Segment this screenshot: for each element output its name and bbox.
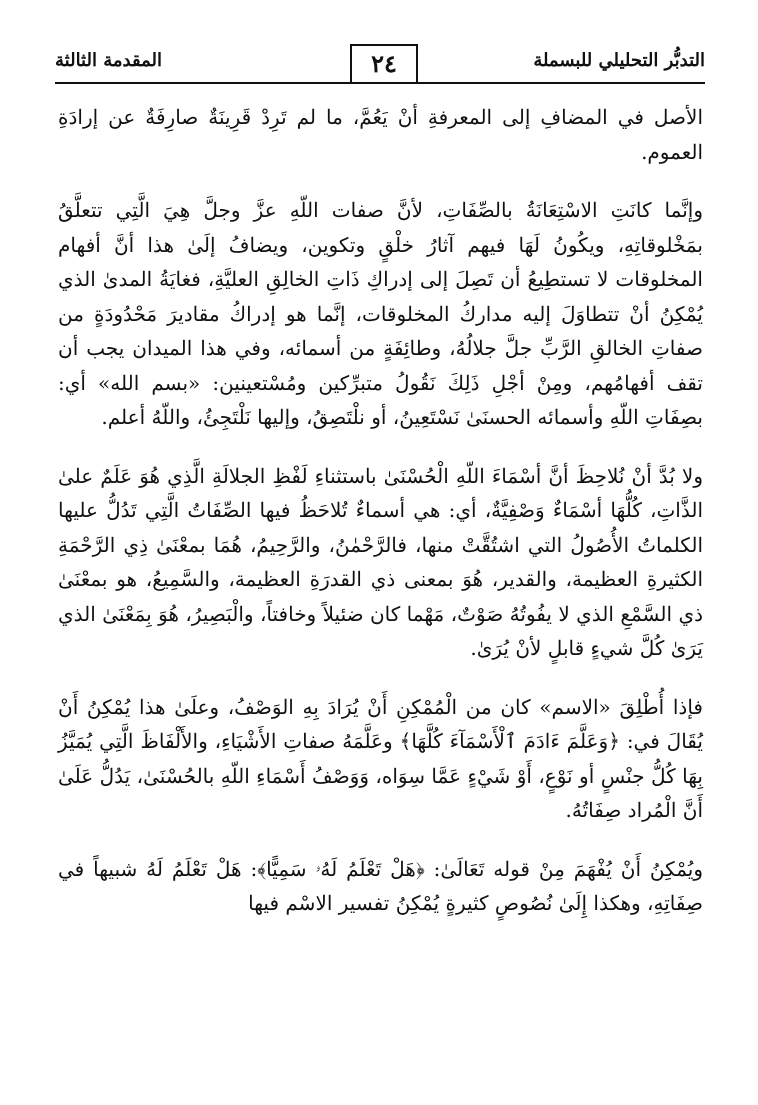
running-head-book-title: التدبُّر التحليلي للبسملة [533, 50, 705, 71]
page-header [55, 44, 705, 84]
paragraph-3: ولا بُدَّ أنْ نُلاحِظَ أنَّ أسْمَاءَ اللّهِ الْحُسْنَىٰ باستثناءِ لَفْظِ الجلالَةِ الَّذِي هُوَ عَلَمٌ علىٰ الذَّاتِ، كُلُّهَا أسْمَاءٌ وَصْفِيَّةٌ، أي: هي أسماءٌ تُلاحَظُ فيها الصِّفَاتُ الَّتِي تَدُلُّ عليها الكلماتُ الأُصُولُ التي اشتُقَّتْ منها، فالرَّحْمٰنُ، والرَّحِيمُ، هُمَا بمعْنَىٰ ذِي الرَّحْمَةِ الكثيرةِ العظيمة، والقدير، هُوَ بمعنى ذي القدرَةِ العظيمة، والسَّمِيعُ، هو بمعْنَىٰ ذي السَّمْعِ الذي لا يفُوتُهُ صَوْتٌ، مَهْما كان ضئيلاً وخافتاً، والْبَصِيرُ، هُوَ بِمَعْنَىٰ الذي يَرَىٰ كُلَّ شيءٍ قابلٍ لأنْ يُرَىٰ. [58, 463, 704, 660]
paragraph-2: وإنَّما كانَتِ الاسْتِعَانَةُ بالصِّفَاتِ، لأنَّ صفات اللّهِ عزَّ وجلَّ هِيَ الَّتِي تتعلَّقُ بمَخْلوقاتِهِ، ويكُونُ لَهَا فيهم آثارُ خلْقٍ وتكوين، ويضافُ إلَىٰ هذا أنَّ أفهام المخلوقات لا تستطِيعُ أن تَصِلَ إلى إدراكِ ذَاتِ الخالِقِ العليَّةِ، فغايَةُ المدىٰ الذي يُمْكِنُ أنْ تتطاوَلَ إليه مداركُ المخلوقات، إنَّما هو إدراكُ مقاديرَ مَحْدُودَةٍ من صفاتِ الخالقِ الرَّبِّ جلَّ جلالُهُ، وطائِفَةٍ من أسمائه، وفي هذا الميدان يجب أن تقف أفهامُهم، ومِنْ أجْلِ ذَلِكَ نَقُولُ متبرِّكين ومُسْتعينين: «بسم الله» أي: بصِفَاتِ اللّهِ وأسمائه الحسنَىٰ نَسْتَعِينُ، أو نلْتَصِقُ، وإليها نَلْتَجِئُ، واللّهُ أعلم. [58, 198, 703, 429]
paragraph-1: الأصل في المضافِ إلى المعرفةِ أنْ يَعُمَّ، ما لم تَرِدْ قَرِينَةٌ صارِفَةٌ عن إرادَةِ العموم. [58, 105, 703, 164]
page-body [58, 100, 703, 945]
paragraph-5: ويُمْكِنُ أَنْ يُفْهَمَ مِنْ قوله تَعَالَىٰ: ﴿هَلْ تَعْلَمُ لَهُۥ سَمِيًّا﴾: هَلْ تَعْلَمُ لَهُ شبيهاً في صِفَاتِهِ، وهكذا إِلَىٰ نُصُوصٍ كثيرةٍ يُمْكِنُ تفسير الاسْم فيها [58, 856, 703, 915]
running-head-section-title: المقدمة الثالثة [55, 50, 162, 71]
page-number: ٢٤ [350, 44, 418, 82]
paragraph-4: فإذا أُطْلِقَ «الاسم» كان من الْمُمْكِنِ أَنْ يُرَادَ بِهِ الوَصْفُ، وعلَىٰ هذا يُمْكِنُ أَنْ يُقَالَ في: ﴿وَعَلَّمَ ءَادَمَ ٱلْأَسْمَآءَ كُلَّهَا﴾ وعَلَّمَهُ صفاتِ الأَشْيَاءِ، والأَلْفَاظَ الَّتِي يُمَيَّزُ بِهَا كُلُّ جنْسٍ أو نَوْعٍ، أَوْ شَيْءٍ عَمَّا سِوَاه، وَوَصْفُ أَسْمَاءِ اللّهِ بالحُسْنَىٰ، يَدُلُّ عَلَىٰ أَنَّ الْمُراد صِفَاتُهُ. [58, 694, 703, 822]
